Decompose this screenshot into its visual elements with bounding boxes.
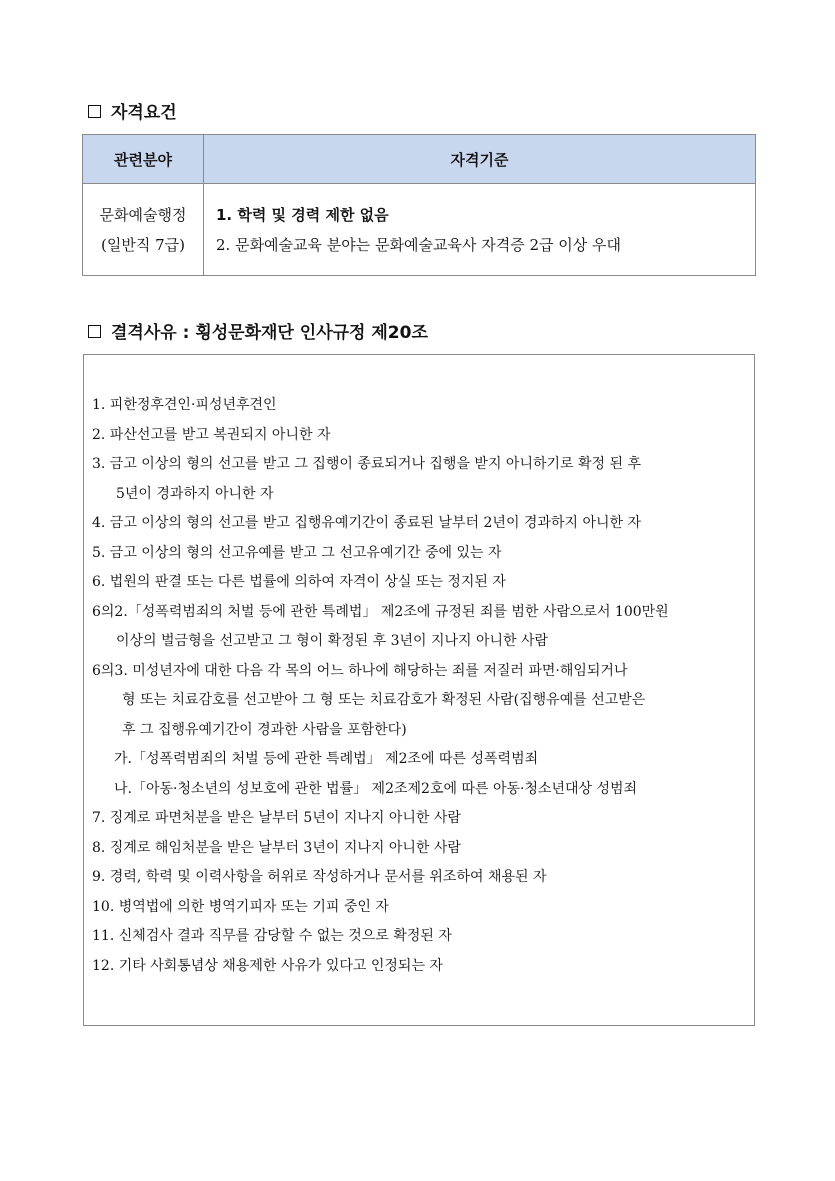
- list-item: 6의3. 미성년자에 대한 다음 각 목의 어느 하나에 해당하는 죄를 저질러 파면·해임되거나: [92, 662, 628, 679]
- list-item: 1. 피한정후견인·피성년후견인: [92, 397, 277, 413]
- list-item: 4. 금고 이상의 형의 선고를 받고 집행유예기간이 종료된 날부터 2년이 경과하지 아니한 자: [92, 515, 642, 531]
- header-field: 관련분야: [83, 135, 204, 184]
- disqualification-box: [83, 354, 755, 1026]
- criteria-item-1: 1. 학력 및 경력 제한 없음: [216, 205, 389, 224]
- sub-list-item: 가.「성폭력범죄의 처벌 등에 관한 특례법」 제2조에 따른 성폭력범죄: [114, 751, 539, 767]
- list-item: 9. 경력, 학력 및 이력사항을 허위로 작성하거나 문서를 위조하여 채용된 자: [92, 869, 547, 885]
- criteria-item-2: 2. 문화예술교육 분야는 문화예술교육사 자격증 2급 이상 우대: [216, 235, 621, 254]
- qualification-section-title: [88, 98, 177, 123]
- field-cell: [83, 184, 204, 276]
- list-item: 8. 징계로 해임처분을 받은 날부터 3년이 지나지 아니한 사람: [92, 839, 461, 856]
- disqualification-list: [92, 391, 750, 981]
- checkbox-square-icon: [88, 325, 101, 338]
- list-item: 7. 징계로 파면처분을 받은 날부터 5년이 지나지 아니한 사람: [92, 810, 461, 826]
- qualification-title-text: 자격요건: [111, 103, 177, 123]
- list-item-continuation: 5년이 경과하지 아니한 자: [116, 485, 274, 502]
- checkbox-square-icon: [88, 105, 101, 118]
- disqualification-section-title: [88, 318, 428, 343]
- list-item: 2. 파산선고를 받고 복권되지 아니한 자: [92, 426, 331, 443]
- list-item: 11. 신체검사 결과 직무를 감당할 수 없는 것으로 확정된 자: [92, 928, 452, 944]
- list-item-continuation: 후 그 집행유예기간이 경과한 사람을 포함한다): [122, 721, 407, 738]
- qualification-table: [82, 134, 756, 276]
- list-item-continuation: 이상의 벌금형을 선고받고 그 형이 확정된 후 3년이 지나지 아니한 사람: [116, 633, 549, 649]
- disqualification-title-text: 결격사유 : 횡성문화재단 인사규정 제20조: [111, 323, 428, 343]
- list-item: 10. 병역법에 의한 병역기피자 또는 기피 중인 자: [92, 898, 389, 915]
- header-criteria: 자격기준: [204, 135, 756, 184]
- criteria-cell: [204, 184, 756, 276]
- sub-list-item: 나.「아동·청소년의 성보호에 관한 법률」 제2조제2호에 따른 아동·청소년대상 성범죄: [114, 780, 638, 797]
- qualification-table-row: [83, 184, 756, 276]
- qualification-table-header-row: [83, 135, 756, 184]
- list-item: 5. 금고 이상의 형의 선고유예를 받고 그 선고유예기간 중에 있는 자: [92, 544, 502, 561]
- field-line-2: (일반직 7급): [101, 235, 185, 254]
- list-item: 6의2.「성폭력범죄의 처벌 등에 관한 특례법」 제2조에 규정된 죄를 범한 사람으로서 100만원: [92, 603, 669, 620]
- list-item: 12. 기타 사회통념상 채용제한 사유가 있다고 인정되는 자: [92, 957, 443, 974]
- list-item-continuation: 형 또는 치료감호를 선고받아 그 형 또는 치료감호가 확정된 사람(집행유예를 선고받은: [122, 692, 646, 708]
- list-item: 6. 법원의 판결 또는 다른 법률에 의하여 자격이 상실 또는 정지된 자: [92, 574, 506, 590]
- list-item: 3. 금고 이상의 형의 선고를 받고 그 집행이 종료되거나 집행을 받지 아니하기로 확정 된 후: [92, 456, 641, 472]
- field-line-1: 문화예술행정: [99, 205, 187, 224]
